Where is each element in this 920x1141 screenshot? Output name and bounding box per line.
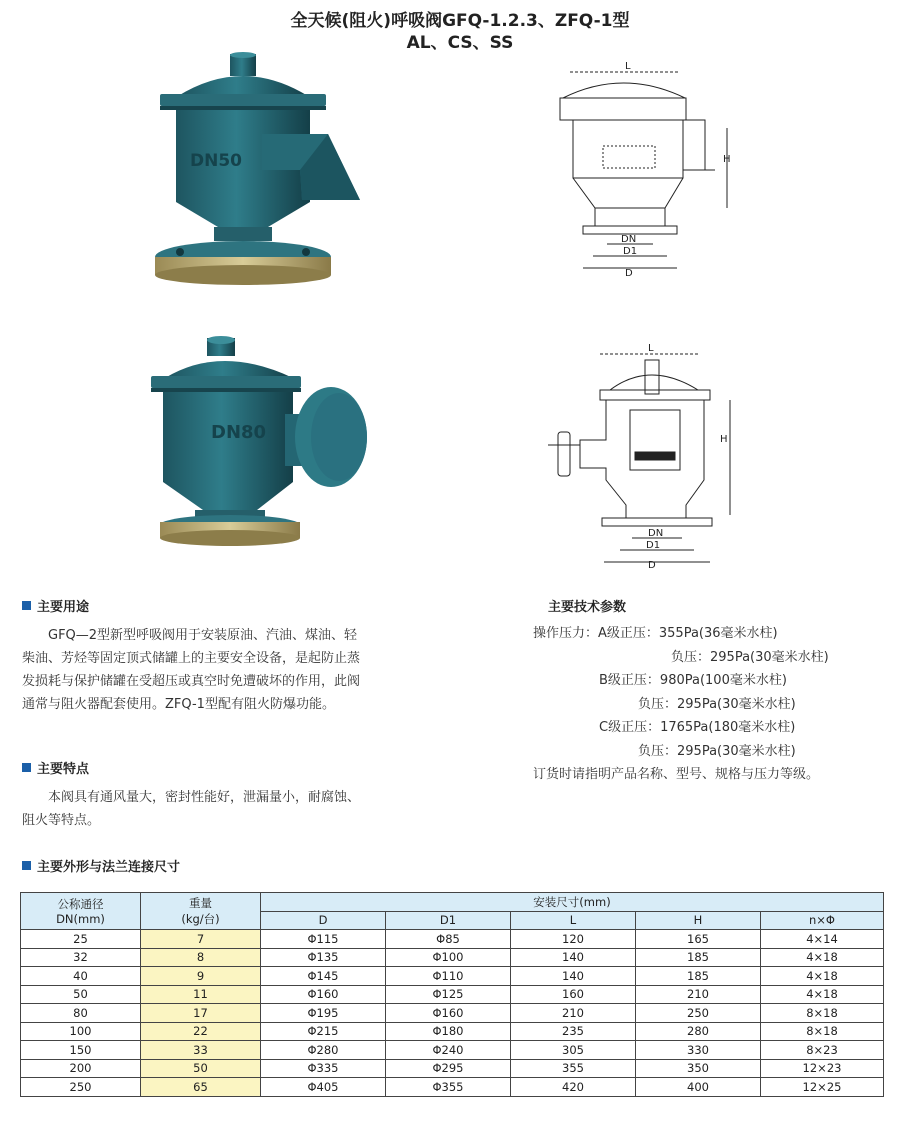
table-row xyxy=(21,967,884,986)
cell-l: 140 xyxy=(511,967,636,986)
cell-nphi: 4×18 xyxy=(761,985,884,1004)
cell-dn: 25 xyxy=(21,930,141,949)
header-weight xyxy=(141,893,261,930)
cell-weight: 9 xyxy=(141,967,261,986)
cell-d1: Φ160 xyxy=(386,1004,511,1023)
cell-h: 400 xyxy=(636,1078,761,1097)
dim-label-d1-2: D1 xyxy=(646,540,661,551)
cell-nphi: 12×25 xyxy=(761,1078,884,1097)
cell-h: 185 xyxy=(636,967,761,986)
tech-line: 负压：295Pa(30毫米水柱) xyxy=(638,696,796,712)
cell-d1: Φ240 xyxy=(386,1041,511,1060)
usage-line: GFQ—2型新型呼吸阀用于安装原油、汽油、煤油、轻 xyxy=(48,628,358,643)
valve-photo-dn50 xyxy=(150,52,380,292)
tech-heading xyxy=(548,596,626,615)
usage-heading-text: 主要用途 xyxy=(37,600,90,615)
cell-l: 210 xyxy=(511,1004,636,1023)
header-d: D xyxy=(261,911,386,930)
cell-nphi: 8×18 xyxy=(761,1022,884,1041)
cell-d1: Φ110 xyxy=(386,967,511,986)
cell-h: 185 xyxy=(636,948,761,967)
tech-line: 负压：295Pa(30毫米水柱) xyxy=(638,743,796,759)
tech-params xyxy=(533,622,903,787)
valve-photo-dn80 xyxy=(145,332,385,557)
cell-dn: 100 xyxy=(21,1022,141,1041)
cell-weight: 11 xyxy=(141,985,261,1004)
cell-weight: 33 xyxy=(141,1041,261,1060)
tech-line: 负压：295Pa(30毫米水柱) xyxy=(671,649,829,665)
header-d1: D1 xyxy=(386,911,511,930)
cell-dn: 150 xyxy=(21,1041,141,1060)
cell-l: 355 xyxy=(511,1059,636,1078)
dim-label-dn: DN xyxy=(621,234,637,245)
dim-label-d-2: D xyxy=(648,560,656,570)
cell-weight: 7 xyxy=(141,930,261,949)
cell-nphi: 8×23 xyxy=(761,1041,884,1060)
features-heading-text: 主要特点 xyxy=(37,762,90,777)
dimensions-heading-text: 主要外形与法兰连接尺寸 xyxy=(37,860,181,875)
header-dn-line2: DN(mm) xyxy=(56,912,105,926)
cell-d1: Φ295 xyxy=(386,1059,511,1078)
cell-d: Φ160 xyxy=(261,985,386,1004)
usage-line: 柴油、芳烃等固定顶式储罐上的主要安全设备，是起防止蒸 xyxy=(22,651,361,666)
cell-d: Φ405 xyxy=(261,1078,386,1097)
cell-h: 330 xyxy=(636,1041,761,1060)
section-bullet-icon xyxy=(22,861,31,870)
cell-l: 235 xyxy=(511,1022,636,1041)
cell-h: 165 xyxy=(636,930,761,949)
table-row xyxy=(21,1059,884,1078)
cell-l: 120 xyxy=(511,930,636,949)
cell-l: 140 xyxy=(511,948,636,967)
tech-line: 订货时请指明产品名称、型号、规格与压力等级。 xyxy=(533,767,820,782)
header-dn xyxy=(21,893,141,930)
cell-d: Φ335 xyxy=(261,1059,386,1078)
page-title: 全天候(阻火)呼吸阀GFQ-1.2.3、ZFQ-1型 xyxy=(290,11,630,31)
header-l: L xyxy=(511,911,636,930)
header-weight-line1: 重量 xyxy=(189,896,212,910)
cell-nphi: 4×18 xyxy=(761,967,884,986)
valve-marking-dn80: DN80 xyxy=(211,422,267,443)
table-row xyxy=(21,948,884,967)
section-bullet-icon xyxy=(22,763,31,772)
cell-nphi: 4×14 xyxy=(761,930,884,949)
usage-line: 通常与阻火器配套使用。ZFQ-1型配有阻火防爆功能。 xyxy=(22,697,335,712)
section-bullet-icon xyxy=(22,601,31,610)
cell-d1: Φ85 xyxy=(386,930,511,949)
usage-heading xyxy=(22,596,89,615)
dim-label-dn-2: DN xyxy=(648,528,664,539)
cell-weight: 65 xyxy=(141,1078,261,1097)
usage-line: 发损耗与保护储罐在受超压或真空时免遭破坏的作用，此阀 xyxy=(22,674,361,689)
dim-label-d1: D1 xyxy=(623,246,638,257)
table-row xyxy=(21,985,884,1004)
cell-l: 305 xyxy=(511,1041,636,1060)
cell-nphi: 12×23 xyxy=(761,1059,884,1078)
cell-dn: 50 xyxy=(21,985,141,1004)
tech-line: B级正压：980Pa(100毫米水柱) xyxy=(599,673,787,688)
cell-d: Φ195 xyxy=(261,1004,386,1023)
cell-dn: 250 xyxy=(21,1078,141,1097)
technical-drawing-1 xyxy=(545,58,755,283)
features-heading xyxy=(22,758,89,777)
table-row xyxy=(21,1041,884,1060)
header-install: 安装尺寸(mm) xyxy=(261,893,884,912)
technical-drawing-2 xyxy=(540,340,750,570)
cell-weight: 8 xyxy=(141,948,261,967)
features-line: 本阀具有通风量大，密封性能好，泄漏量小，耐腐蚀、 xyxy=(48,790,361,805)
cell-d1: Φ125 xyxy=(386,985,511,1004)
cell-d: Φ280 xyxy=(261,1041,386,1060)
valve-marking-dn50: DN50 xyxy=(190,151,242,171)
usage-paragraph xyxy=(22,624,442,716)
header-nphi: n×Φ xyxy=(761,911,884,930)
cell-h: 350 xyxy=(636,1059,761,1078)
dimensions-heading xyxy=(22,856,180,875)
cell-h: 280 xyxy=(636,1022,761,1041)
dim-label-d: D xyxy=(625,268,633,279)
header-h: H xyxy=(636,911,761,930)
cell-weight: 50 xyxy=(141,1059,261,1078)
cell-nphi: 4×18 xyxy=(761,948,884,967)
header-weight-line2: (kg/台) xyxy=(181,912,220,926)
table-row xyxy=(21,930,884,949)
cell-d: Φ115 xyxy=(261,930,386,949)
table-row xyxy=(21,1022,884,1041)
features-paragraph xyxy=(22,786,442,832)
cell-d1: Φ100 xyxy=(386,948,511,967)
dim-label-h-2: H xyxy=(720,434,728,445)
cell-h: 250 xyxy=(636,1004,761,1023)
dim-label-l-2: L xyxy=(648,343,654,354)
table-row xyxy=(21,1004,884,1023)
cell-dn: 32 xyxy=(21,948,141,967)
cell-dn: 80 xyxy=(21,1004,141,1023)
dimensions-table xyxy=(20,892,884,1097)
tech-line: C级正压：1765Pa(180毫米水柱) xyxy=(599,720,796,735)
cell-l: 420 xyxy=(511,1078,636,1097)
cell-h: 210 xyxy=(636,985,761,1004)
features-line: 阻火等特点。 xyxy=(22,813,101,828)
cell-l: 160 xyxy=(511,985,636,1004)
cell-weight: 22 xyxy=(141,1022,261,1041)
cell-dn: 40 xyxy=(21,967,141,986)
page-subtitle: AL、CS、SS xyxy=(406,33,514,53)
dimensions-table-wrap xyxy=(20,892,884,1097)
dim-label-h: H xyxy=(723,154,731,165)
header-dn-line1: 公称通径 xyxy=(57,897,104,911)
cell-nphi: 8×18 xyxy=(761,1004,884,1023)
cell-d: Φ135 xyxy=(261,948,386,967)
cell-d: Φ145 xyxy=(261,967,386,986)
cell-d: Φ215 xyxy=(261,1022,386,1041)
cell-d1: Φ355 xyxy=(386,1078,511,1097)
tech-heading-text: 主要技术参数 xyxy=(548,600,627,615)
tech-line: 操作压力：A级正压：355Pa(36毫米水柱) xyxy=(533,626,778,641)
cell-d1: Φ180 xyxy=(386,1022,511,1041)
cell-weight: 17 xyxy=(141,1004,261,1023)
cell-dn: 200 xyxy=(21,1059,141,1078)
table-row xyxy=(21,1078,884,1097)
dim-label-l: L xyxy=(625,61,631,72)
